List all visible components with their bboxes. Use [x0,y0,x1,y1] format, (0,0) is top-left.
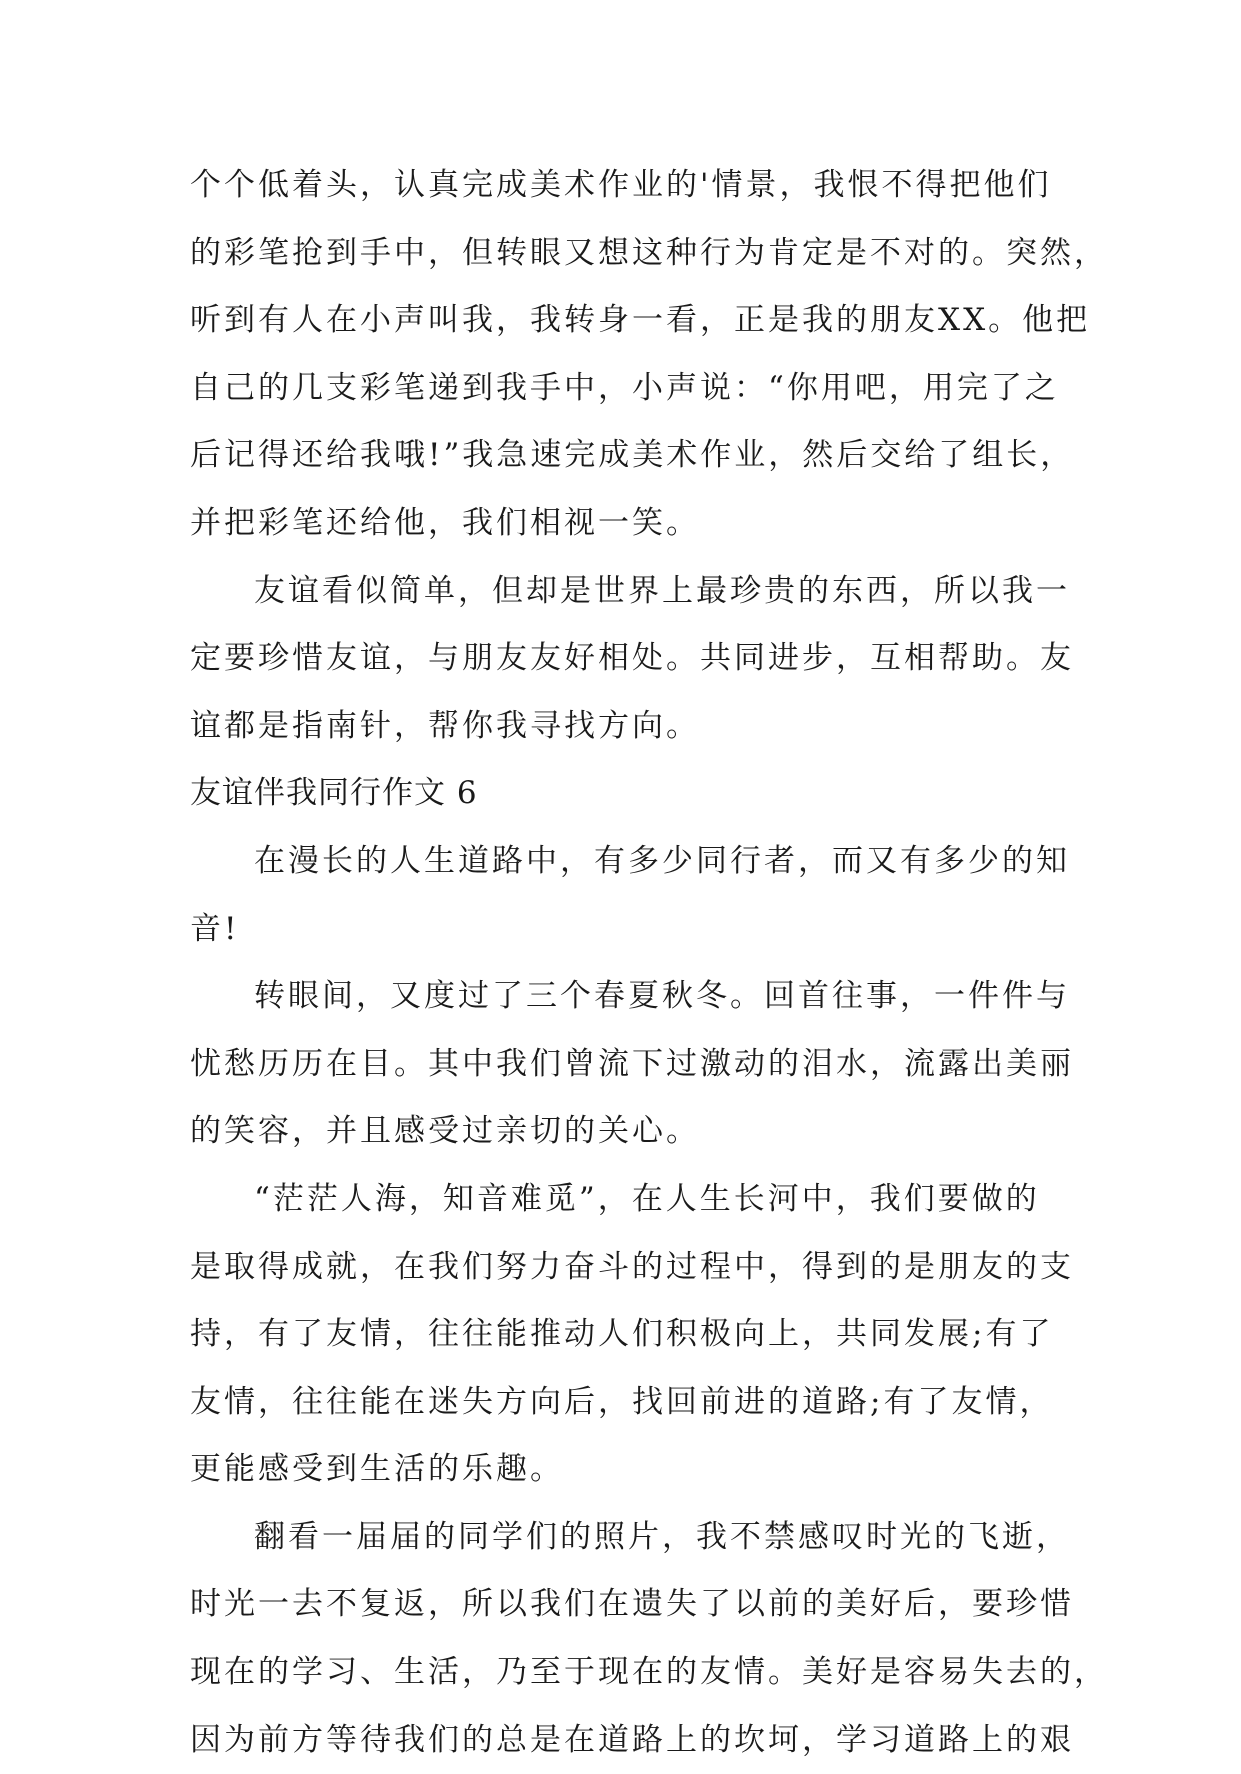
paragraph-start-line: 转眼间，又度过了三个春夏秋冬。回首往事，一件件与 [254,978,1070,1015]
section-heading: 友谊伴我同行作文 6 [190,775,478,812]
text-line: 友情，往往能在迷失方向后，找回前进的道路;有了友情， [190,1383,1054,1420]
text-line: 音! [190,910,240,947]
text-line: 因为前方等待我们的总是在道路上的坎坷，学习道路上的艰 [190,1721,1074,1758]
paragraph-start-line: 翻看一届届的同学们的照片，我不禁感叹时光的飞逝， [254,1518,1070,1555]
text-line: 定要珍惜友谊，与朋友友好相处。共同进步，互相帮助。友 [190,640,1074,677]
text-line: 现在的学习、生活，乃至于现在的友情。美好是容易失去的， [190,1654,1108,1691]
text-line: 并把彩笔还给他，我们相视一笑。 [190,504,700,541]
text-line: 谊都是指南针，帮你我寻找方向。 [190,707,700,744]
text-line: 是取得成就，在我们努力奋斗的过程中，得到的是朋友的支 [190,1248,1074,1285]
text-line: 后记得还给我哦!”我急速完成美术作业，然后交给了组长， [190,437,1075,474]
paragraph-start-line: 友谊看似简单，但却是世界上最珍贵的东西，所以我一 [254,572,1070,609]
text-line: 更能感受到生活的乐趣。 [190,1451,564,1488]
paragraph-start-line: “茫茫人海，知音难觅”，在人生长河中，我们要做的 [254,1180,1040,1217]
text-line: 个个低着头，认真完成美术作业的'情景，我恨不得把他们 [190,167,1052,203]
paragraph-start-line: 在漫长的人生道路中，有多少同行者，而又有多少的知 [254,842,1070,879]
text-line: 自己的几支彩笔递到我手中，小声说：“你用吧，用完了之 [190,369,1059,406]
text-line: 持，有了友情，往往能推动人们积极向上，共同发展;有了 [190,1316,1054,1353]
text-line: 的彩笔抢到手中，但转眼又想这种行为肯定是不对的。突然， [190,234,1108,271]
document-body [190,152,1108,1774]
text-line: 忧愁历历在目。其中我们曾流下过激动的泪水，流露出美丽 [190,1045,1074,1082]
text-line: 时光一去不复返，所以我们在遗失了以前的美好后，要珍惜 [190,1586,1074,1623]
text-line: 的笑容，并且感受过亲切的关心。 [190,1113,700,1150]
text-line: 听到有人在小声叫我，我转身一看，正是我的朋友XX。他把 [190,302,1091,339]
